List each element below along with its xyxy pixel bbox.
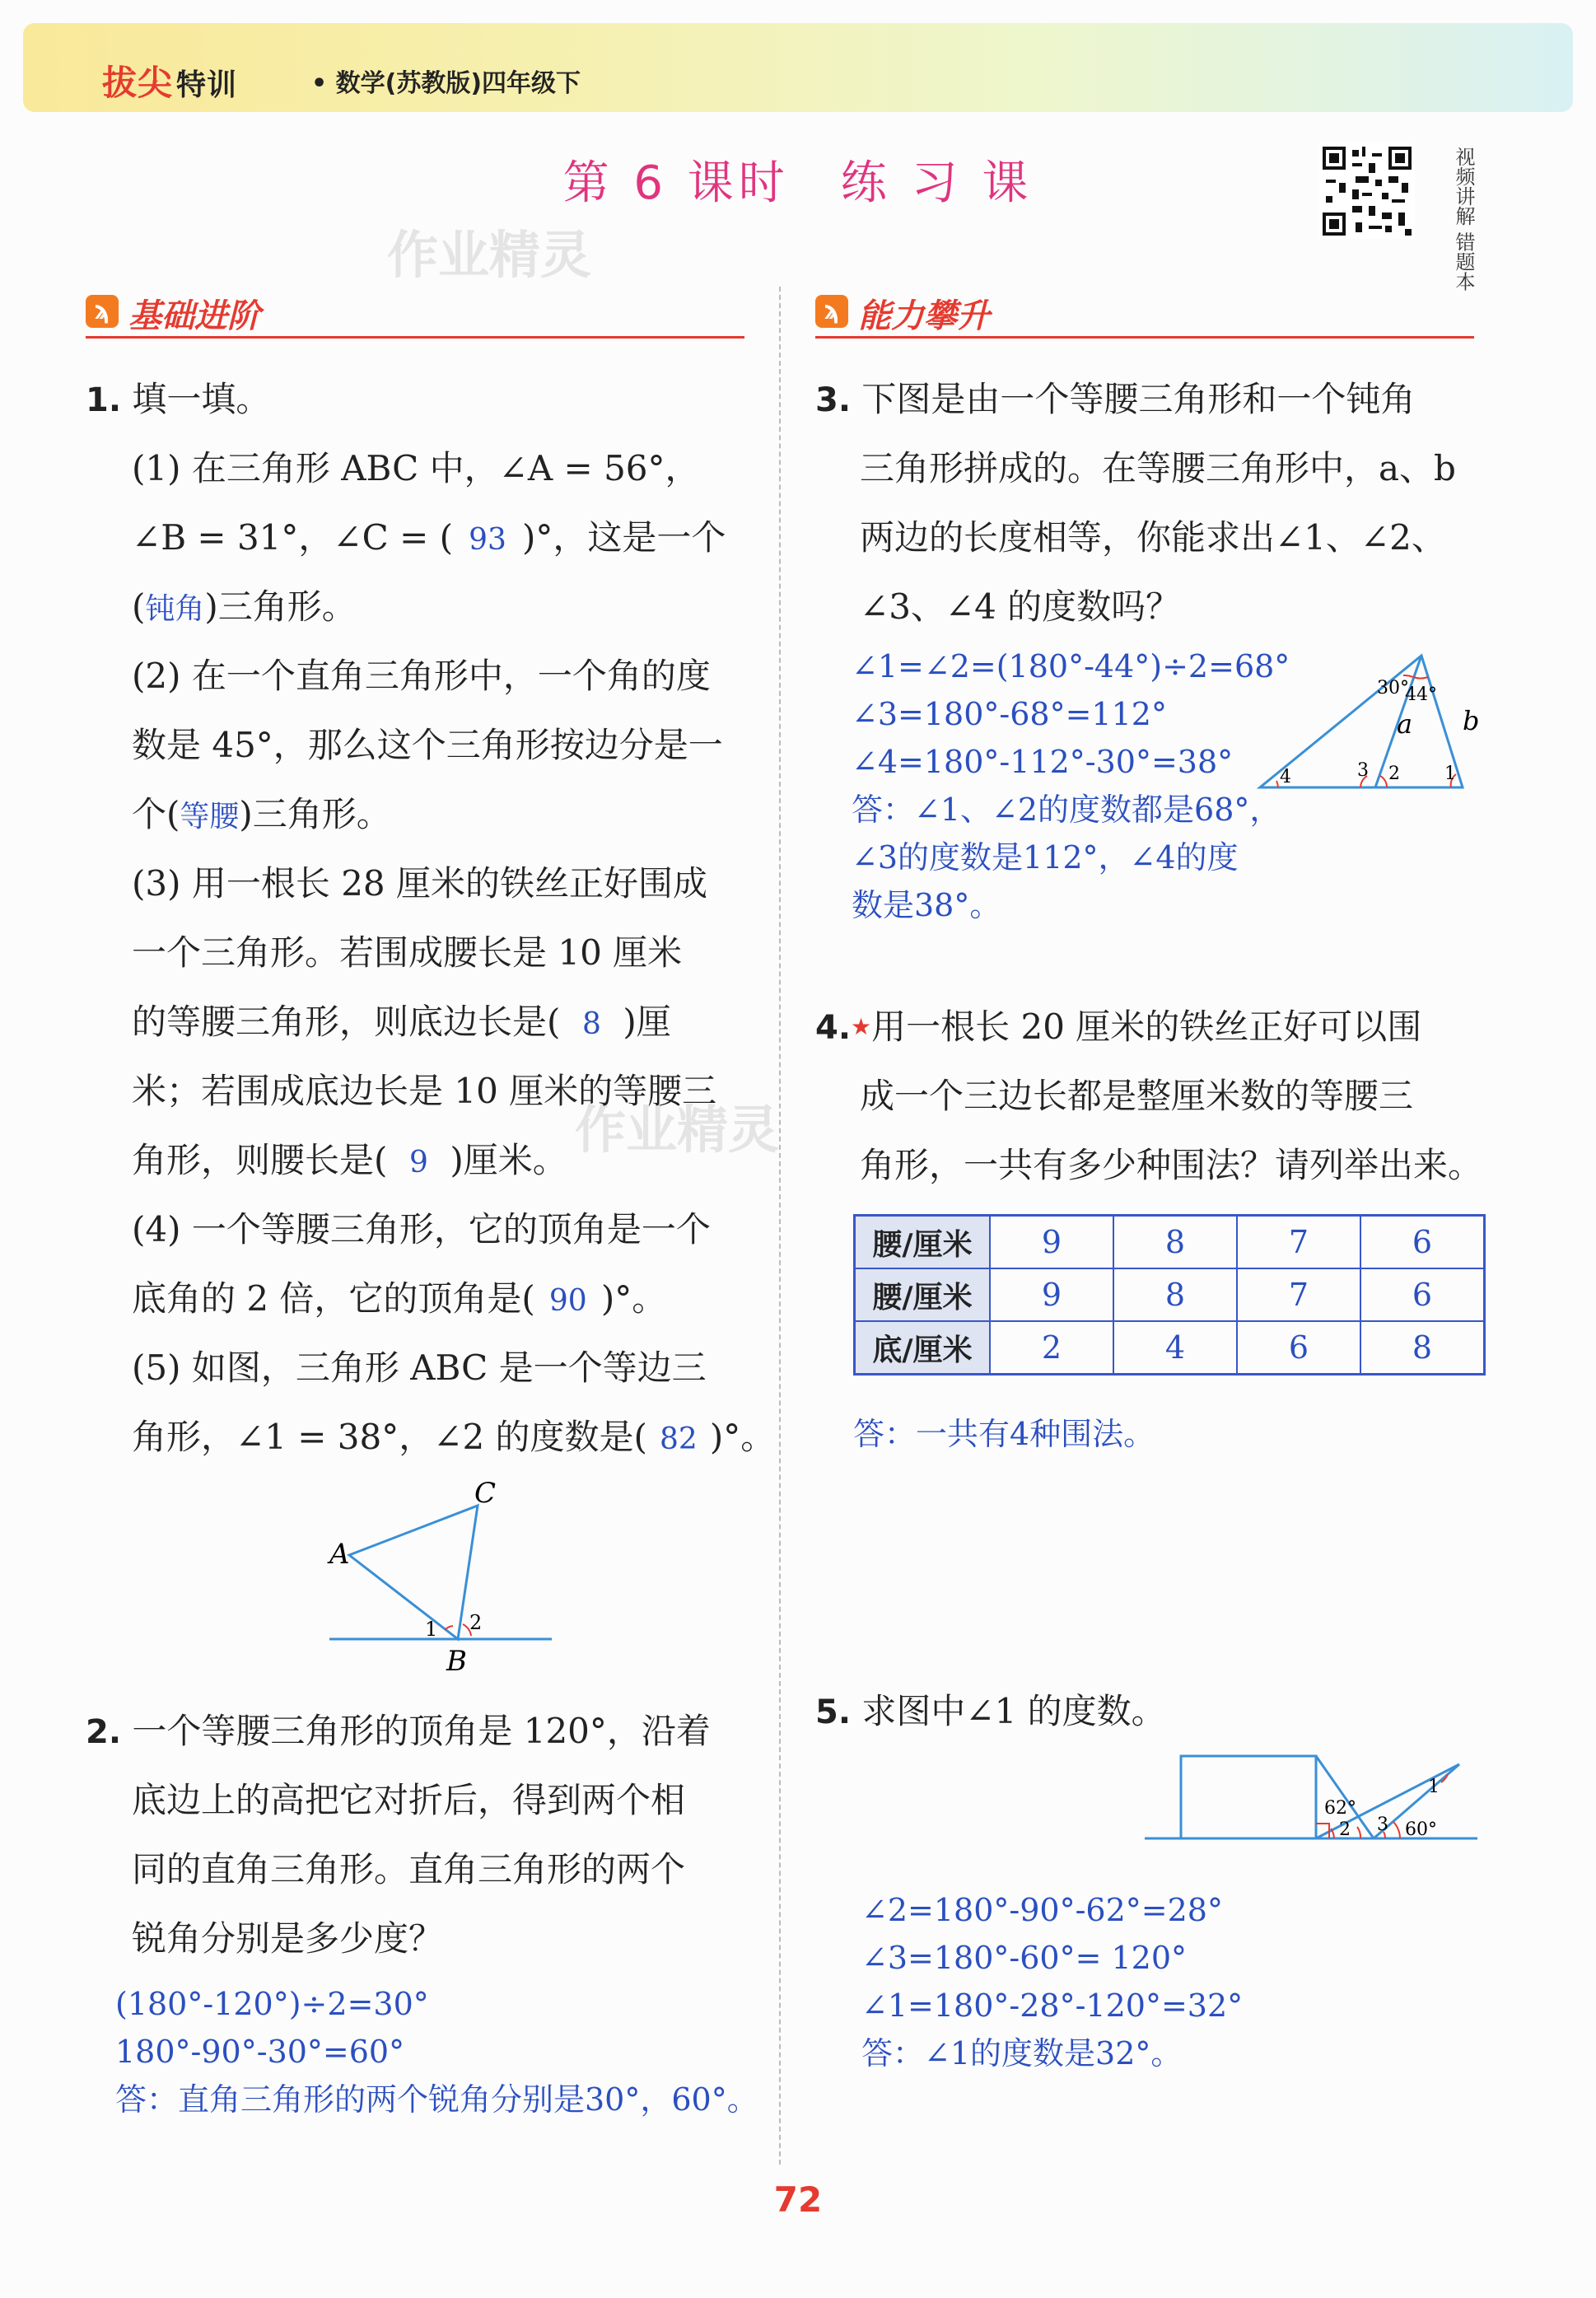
question-1-stem: 1. 填一填。 — [86, 379, 271, 419]
question-2-line1: 2. 一个等腰三角形的顶角是 120°，沿着 — [86, 1711, 711, 1751]
label-b: B — [446, 1645, 467, 1678]
label-angle-2: 2 — [1388, 764, 1400, 784]
qr-code-icon[interactable] — [1319, 143, 1415, 239]
table-cell: 8 — [1360, 1321, 1485, 1375]
label-angle-1: 1 — [1444, 764, 1456, 784]
question-number: 1. — [86, 381, 122, 419]
table-cell: 7 — [1237, 1216, 1360, 1269]
table-cell: 6 — [1237, 1321, 1360, 1375]
row-header: 腰/厘米 — [855, 1268, 991, 1321]
column-divider — [779, 287, 781, 2165]
label-angle-2: 2 — [1339, 1819, 1351, 1840]
question-3-line2: 三角形拼成的。在等腰三角形中，a、b — [860, 448, 1456, 488]
q4-answer: 答：一共有4种围法。 — [853, 1416, 1155, 1452]
label-c: C — [474, 1477, 497, 1510]
section-underline — [86, 336, 744, 339]
question-2-line2: 底边上的高把它对折后，得到两个相 — [132, 1780, 686, 1820]
label-62deg: 62° — [1324, 1798, 1356, 1819]
row-header: 底/厘米 — [855, 1321, 991, 1375]
question-2-line4: 锐角分别是多少度？ — [132, 1918, 444, 1959]
label-30deg: 30° — [1377, 678, 1409, 698]
q1-part5-line2: 角形，∠1 = 38°，∠2 的度数是( 82 )°。 — [132, 1403, 775, 1474]
watermark: 作业精灵 — [575, 1100, 780, 1160]
label-side-a: a — [1397, 708, 1413, 740]
q1-part5-line1: (5) 如图，三角形 ABC 是一个等边三 — [132, 1348, 707, 1388]
table-row — [855, 1268, 1485, 1321]
q1-part1-line1: (1) 在三角形 ABC 中，∠A = 56°， — [132, 448, 700, 488]
table-cell: 9 — [990, 1268, 1113, 1321]
answer-blank: 82 — [660, 1422, 698, 1456]
q1-part2-line1: (2) 在一个直角三角形中，一个角的度 — [132, 656, 711, 696]
label-a: A — [329, 1538, 350, 1571]
question-number: 3. — [815, 381, 852, 419]
question-number: 2. — [86, 1713, 122, 1751]
table-cell: 6 — [1360, 1268, 1485, 1321]
q1-part4-line2: 底角的 2 倍，它的顶角是( 90 )°。 — [132, 1264, 666, 1336]
q1-part3-line5: 角形，则腰长是( 9 )厘米。 — [132, 1126, 567, 1198]
q5-answer-line4: 答：∠1的度数是32°。 — [861, 2035, 1183, 2071]
label-side-b: b — [1463, 705, 1480, 736]
book-info: • 数学(苏教版)四年级下 — [311, 69, 581, 98]
q2-answer-line1: (180°-120°)÷2=30° — [115, 1986, 429, 2022]
answer-blank: 9 — [408, 1146, 428, 1179]
section-icon: ϡ — [86, 295, 119, 328]
answer-blank: 8 — [581, 1007, 601, 1041]
question-4-line3: 角形，一共有多少种围法？请列举出来。 — [860, 1145, 1483, 1185]
q3-answer-line2: ∠3=180°-68°=112° — [852, 696, 1167, 732]
q3-answer-line1: ∠1=∠2=(180°-44°)÷2=68° — [852, 648, 1290, 684]
q1-part4-line1: (4) 一个等腰三角形，它的顶角是一个 — [132, 1209, 711, 1249]
q3-answer-line3: ∠4=180°-112°-30°=38° — [852, 744, 1234, 780]
q1-part2-line3: 个(等腰)三角形。 — [132, 794, 391, 834]
q5-answer-line2: ∠3=180°-60°= 120° — [861, 1940, 1188, 1976]
table-cell: 4 — [1113, 1321, 1237, 1375]
table-cell: 9 — [990, 1216, 1113, 1269]
q1-part3-line3: 的等腰三角形，则底边长是( 8 )厘 — [132, 988, 671, 1059]
label-angle-4: 4 — [1280, 767, 1291, 787]
table-cell: 7 — [1237, 1268, 1360, 1321]
answer-blank: 钝角 — [145, 592, 205, 626]
section-title-advanced: 能力攀升 — [858, 297, 990, 335]
qr-label: 视频讲解 错题本 — [1452, 147, 1475, 292]
table-cell: 8 — [1113, 1216, 1237, 1269]
q1-part2-line2: 数是 45°，那么这个三角形按边分是一 — [132, 725, 723, 765]
answer-blank: 93 — [469, 523, 506, 557]
question-4-line2: 成一个三边长都是整厘米数的等腰三 — [860, 1076, 1414, 1116]
label-60deg: 60° — [1405, 1819, 1437, 1840]
question-4-line1: 4.★用一根长 20 厘米的铁丝正好可以围 — [815, 1007, 1422, 1047]
q1-part1-line2: ∠B = 31°，∠C = ( 93 )°，这是一个 — [132, 503, 726, 575]
q1-part1-line3: (钝角)三角形。 — [132, 586, 357, 627]
rectangle-triangle-figure — [1145, 1746, 1482, 1853]
question-number: 5. — [815, 1693, 852, 1731]
label-angle-3: 3 — [1377, 1815, 1388, 1835]
question-3-line3: 两边的长度相等，你能求出∠1、∠2、 — [860, 517, 1446, 558]
answer-blank: 等腰 — [180, 800, 240, 834]
label-angle-3: 3 — [1357, 760, 1369, 781]
page-number: 72 — [773, 2179, 823, 2220]
table-cell: 2 — [990, 1321, 1113, 1375]
label-angle-1: 1 — [425, 1618, 438, 1641]
q3-answer-line5: ∠3的度数是112°，∠4的度 — [852, 839, 1239, 876]
table-cell: 8 — [1113, 1268, 1237, 1321]
q1-part3-line4: 米；若围成底边长是 10 厘米的等腰三 — [132, 1071, 717, 1111]
table-cell: 6 — [1360, 1216, 1485, 1269]
question-3-line1: 3. 下图是由一个等腰三角形和一个钝角 — [815, 379, 1416, 419]
lesson-title: 第 6 课时 练 习 课 — [562, 156, 1034, 210]
answer-blank: 90 — [548, 1284, 587, 1318]
watermark: 作业精灵 — [387, 225, 592, 285]
row-header: 腰/厘米 — [855, 1216, 991, 1269]
question-3-line4: ∠3、∠4 的度数吗？ — [860, 586, 1181, 627]
header-bar — [23, 23, 1573, 112]
label-44deg: 44° — [1405, 684, 1437, 705]
q1-part3-line2: 一个三角形。若围成腰长是 10 厘米 — [132, 932, 683, 973]
question-number: 4. — [815, 1009, 852, 1047]
section-icon: ϡ — [815, 295, 848, 328]
fence-options-table — [853, 1214, 1486, 1376]
q2-answer-line3: 答：直角三角形的两个锐角分别是30°，60°。 — [115, 2081, 758, 2118]
label-angle-1: 1 — [1428, 1777, 1440, 1797]
q3-answer-line6: 数是38°。 — [852, 887, 1001, 923]
q1-part3-line1: (3) 用一根长 28 厘米的铁丝正好围成 — [132, 863, 707, 904]
star-icon: ★ — [851, 1013, 872, 1040]
triangle-abc-figure — [313, 1466, 576, 1680]
section-title-basic: 基础进阶 — [128, 297, 260, 335]
question-5-line1: 5. 求图中∠1 的度数。 — [815, 1691, 1166, 1731]
question-2-line3: 同的直角三角形。直角三角形的两个 — [132, 1849, 686, 1889]
brand-logo: 拔尖 特训 — [102, 63, 238, 103]
q5-answer-line1: ∠2=180°-90°-62°=28° — [861, 1892, 1223, 1928]
section-underline — [815, 336, 1474, 339]
label-angle-2: 2 — [469, 1611, 483, 1634]
table-row — [855, 1321, 1485, 1375]
q3-answer-line4: 答：∠1、∠2的度数都是68°， — [852, 792, 1281, 828]
table-row — [855, 1216, 1485, 1269]
q2-answer-line2: 180°-90°-30°=60° — [115, 2034, 405, 2070]
q5-answer-line3: ∠1=180°-28°-120°=32° — [861, 1987, 1244, 2024]
triangle-figure-q3 — [1252, 651, 1491, 795]
